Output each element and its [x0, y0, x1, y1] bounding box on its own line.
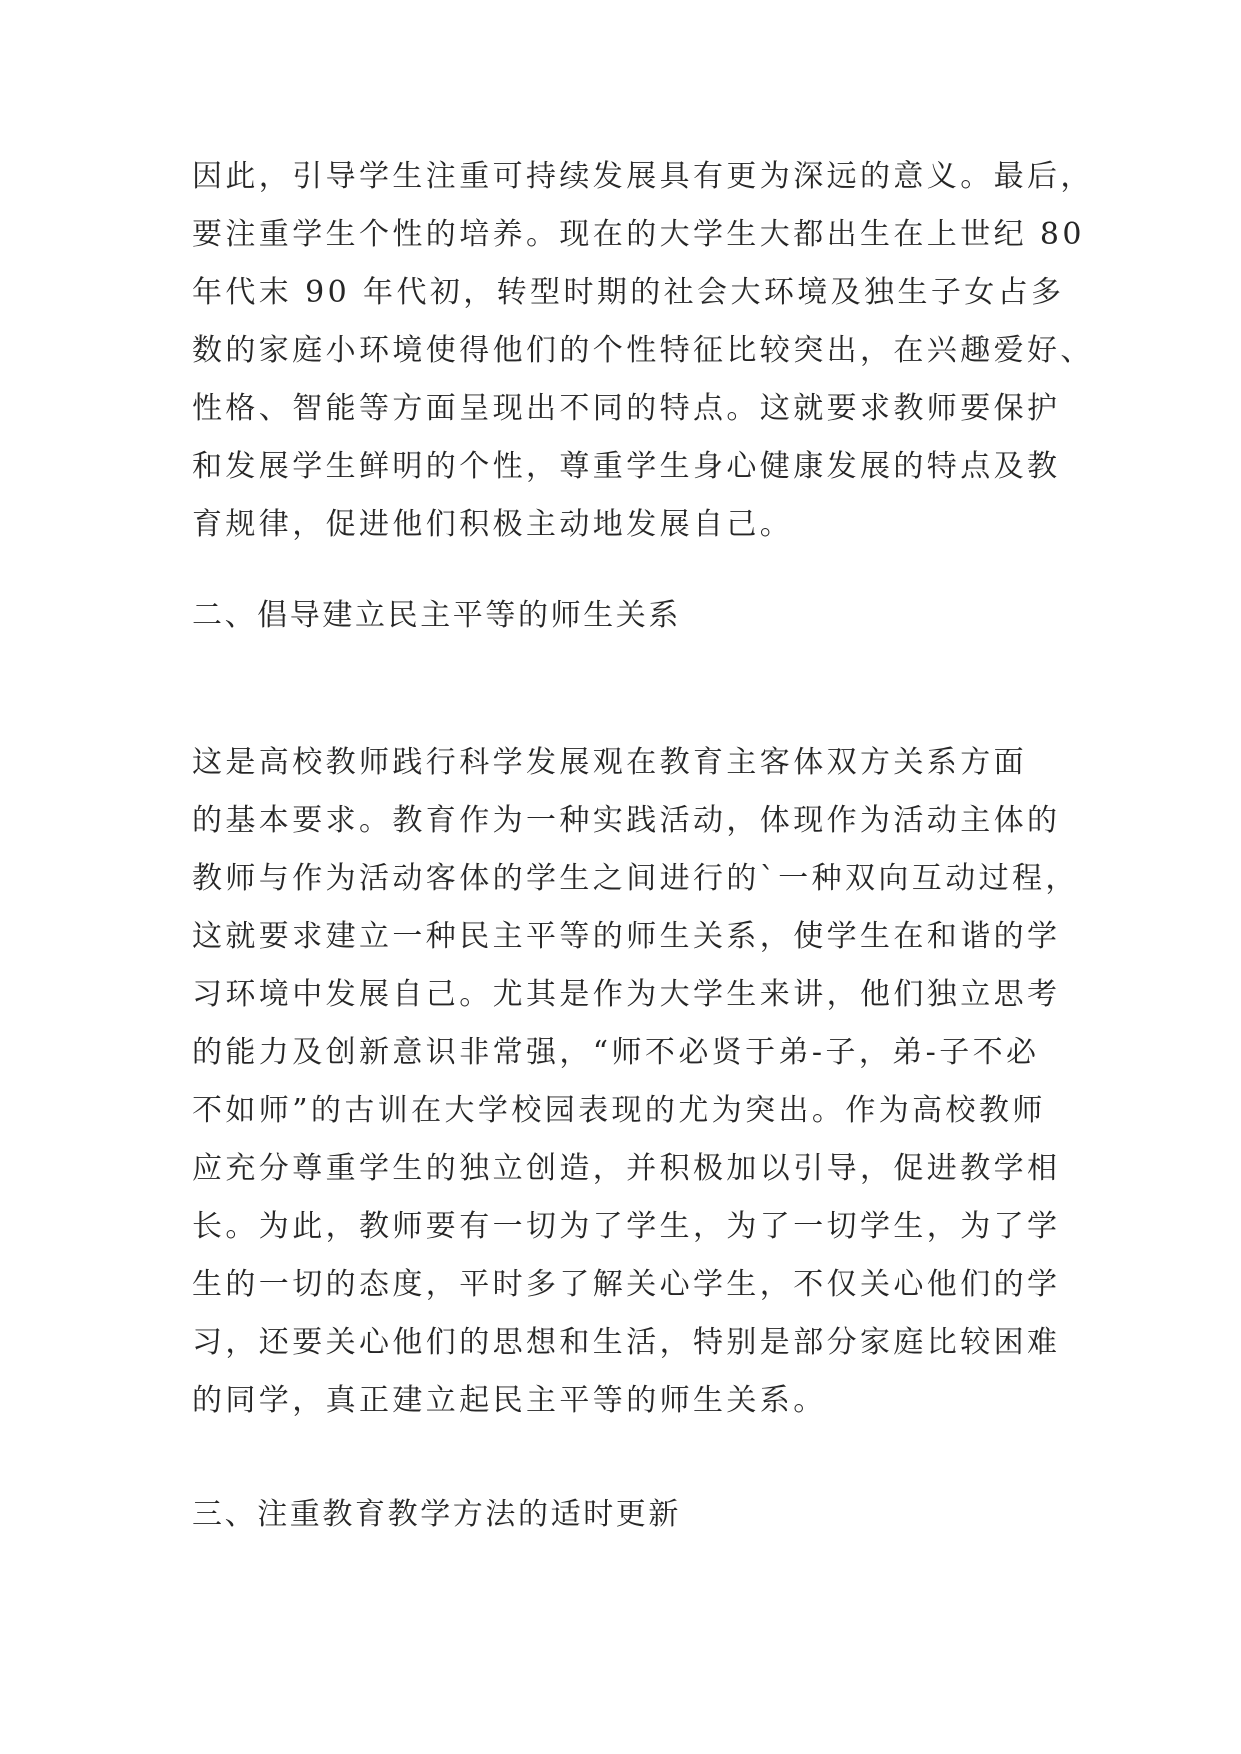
paragraph-1-line-7: 育规律，促进他们积极主动地发展自己。 [192, 507, 794, 542]
paragraph-2-line-6: 的能力及创新意识非常强，“师不必贤于弟-子，弟-子不必 [192, 1035, 1040, 1070]
paragraph-1-line-4: 数的家庭小环境使得他们的个性特征比较突出，在兴趣爱好、 [192, 333, 1094, 368]
section-heading-2: 二、倡导建立民主平等的师生关系 [192, 598, 681, 633]
paragraph-1-line-2: 要注重学生个性的培养。现在的大学生大都出生在上世纪 80 [192, 217, 1085, 252]
paragraph-2-line-3: 教师与作为活动客体的学生之间进行的`一种双向互动过程， [192, 861, 1079, 896]
paragraph-2-line-4: 这就要求建立一种民主平等的师生关系，使学生在和谐的学 [192, 919, 1061, 954]
paragraph-2-line-8: 应充分尊重学生的独立创造，并积极加以引导，促进教学相 [192, 1151, 1061, 1186]
paragraph-2-line-7: 不如师”的古训在大学校园表现的尤为突出。作为高校教师 [192, 1093, 1046, 1128]
paragraph-2-line-2: 的基本要求。教育作为一种实践活动，体现作为活动主体的 [192, 803, 1061, 838]
paragraph-2-line-5: 习环境中发展自己。尤其是作为大学生来讲，他们独立思考 [192, 977, 1061, 1012]
paragraph-1-line-6: 和发展学生鲜明的个性，尊重学生身心健康发展的特点及教 [192, 449, 1061, 484]
paragraph-1-line-3: 年代末 90 年代初，转型时期的社会大环境及独生子女占多 [192, 275, 1065, 310]
paragraph-2-line-11: 习，还要关心他们的思想和生活，特别是部分家庭比较困难 [192, 1325, 1061, 1360]
section-heading-3: 三、注重教育教学方法的适时更新 [192, 1497, 681, 1532]
paragraph-2-line-1: 这是高校教师践行科学发展观在教育主客体双方关系方面 [192, 745, 1027, 780]
paragraph-2-line-9: 长。为此，教师要有一切为了学生，为了一切学生，为了学 [192, 1209, 1061, 1244]
paragraph-2-line-12: 的同学，真正建立起民主平等的师生关系。 [192, 1383, 827, 1418]
paragraph-2-line-10: 生的一切的态度，平时多了解关心学生，不仅关心他们的学 [192, 1267, 1061, 1302]
paragraph-1-line-5: 性格、智能等方面呈现出不同的特点。这就要求教师要保护 [192, 391, 1061, 426]
paragraph-1-line-1: 因此，引导学生注重可持续发展具有更为深远的意义。最后， [192, 159, 1094, 194]
